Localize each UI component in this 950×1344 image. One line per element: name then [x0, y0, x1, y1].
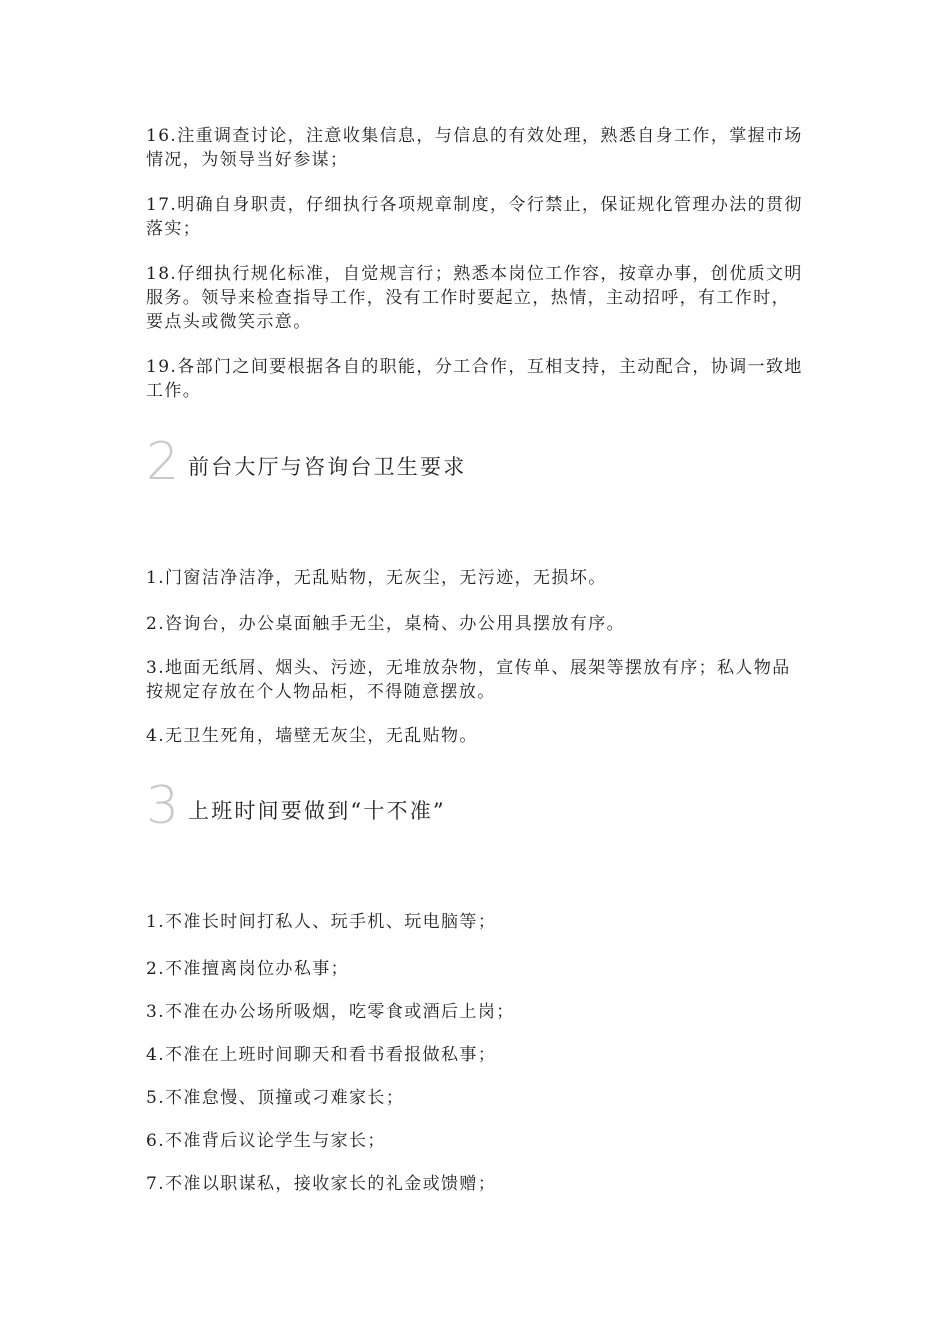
prohibition-item-4: 4.不准在上班时间聊天和看书看报做私事； [146, 1045, 497, 1065]
section-number: 2 [146, 432, 180, 492]
section-title: 前台大厅与咨询台卫生要求 [188, 455, 467, 479]
prohibition-item-7: 7.不准以职谋私，接收家长的礼金或馈赠； [146, 1174, 497, 1194]
section-title: 上班时间要做到“十不准” [188, 799, 446, 823]
rule-item-18: 18.仔细执行规化标准，自觉规言行；熟悉本岗位工作容，按章办事，创优质文明服务。领导来检查指导工作，没有工作时要起立，热情，主动招呼，有工作时，要点头或微笑示意。 [146, 264, 803, 332]
prohibition-item-1: 1.不准长时间打私人、玩手机、玩电脑等； [146, 912, 497, 932]
rule-item-17: 17.明确自身职责，仔细执行各项规章制度，令行禁止，保证规化管理办法的贯彻落实； [146, 195, 803, 239]
prohibition-item-6: 6.不准背后议论学生与家长； [146, 1131, 386, 1151]
section-number: 3 [146, 776, 180, 836]
prohibition-item-3: 3.不准在办公场所吸烟，吃零食或酒后上岗； [146, 1002, 515, 1022]
hygiene-item-3: 3.地面无纸屑、烟头、污迹，无堆放杂物，宣传单、展架等摆放有序；私人物品按规定存放在个人物品柜，不得随意摆放。 [146, 658, 791, 702]
hygiene-item-2: 2.咨询台，办公桌面触手无尘，桌椅、办公用具摆放有序。 [146, 614, 626, 634]
rule-item-16: 16.注重调查讨论，注意收集信息，与信息的有效处理，熟悉自身工作，掌握市场情况，为领导当好参谋； [146, 126, 803, 170]
hygiene-item-1: 1.门窗洁净洁净，无乱贴物，无灰尘，无污迹，无损坏。 [146, 568, 607, 588]
prohibition-item-5: 5.不准怠慢、顶撞或刁难家长； [146, 1088, 405, 1108]
prohibition-item-2: 2.不准擅离岗位办私事； [146, 959, 350, 979]
hygiene-item-4: 4.无卫生死角，墙壁无灰尘，无乱贴物。 [146, 726, 478, 746]
rule-item-19: 19.各部门之间要根据各自的职能，分工合作，互相支持，主动配合，协调一致地工作。 [146, 357, 803, 401]
